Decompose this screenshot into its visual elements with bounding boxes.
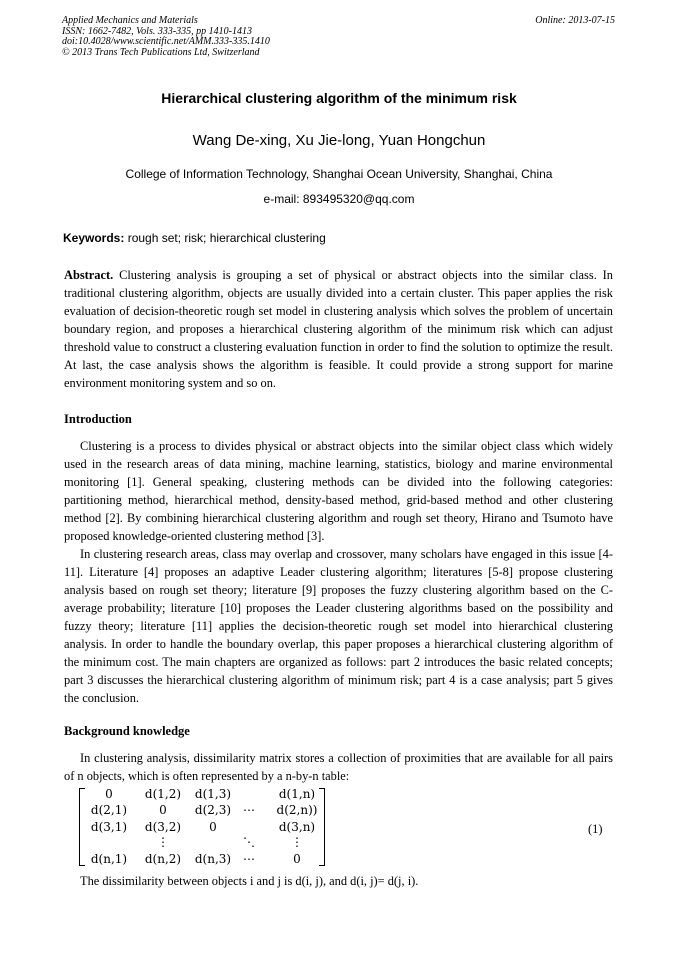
keywords-text: rough set; risk; hierarchical clustering — [124, 231, 326, 245]
background-paragraph-1: In clustering analysis, dissimilarity matrix stores a collection of proximities that are available for all pairs of n objects, which is often represented by a n-by-n table: — [64, 751, 613, 783]
matrix-cell: 0 — [293, 852, 301, 866]
matrix-cell: 0 — [159, 803, 167, 817]
intro-paragraph-1: Clustering is a process to divides physical or abstract objects into the similar object class which widely used in the research areas of data mining, machine learning, statistics, biology and marine environmental monitoring [1]. General speaking, clustering methods can be divided into the following categories: partitioning method, hierarchical method, density-based method, grid-based method and other clustering method [2]. By combining hierarchical clustering algorithm and rough set theory, Hirano and Tsumoto have proposed knowledge-oriented clustering method [3]. — [64, 439, 613, 543]
matrix-cell: ⋮ — [291, 835, 303, 849]
paper-title: Hierarchical clustering algorithm of the minimum risk — [161, 90, 517, 106]
matrix-cell: d(2,3) — [194, 803, 232, 817]
copyright-line: © 2013 Trans Tech Publications Ltd, Switzerland — [62, 46, 260, 58]
abstract-label: Abstract. — [64, 268, 114, 282]
equation-number: (1) — [588, 822, 603, 836]
abstract-text: Clustering analysis is grouping a set of physical or abstract objects into the similar class. In traditional clustering algorithm, objects are usually divided into a certain cluster. This paper applies the risk evaluation of decision-theoretic rough set model in clustering analysis which solves the problem of uncertain boundary region, and proposes a hierarchical clustering algorithm of the minimum risk which can adjust threshold value to construct a clustering evaluation function in order to find the solution to optimize the result. At last, the case analysis shows the algorithm is feasible. It could provide a strong support for marine environment monitoring system and so on. — [64, 268, 613, 390]
matrix-cell: d(2,1) — [90, 803, 128, 817]
background-heading: Background knowledge — [64, 724, 190, 738]
introduction-body — [64, 437, 613, 707]
dissimilarity-matrix — [79, 786, 325, 866]
background-body — [64, 749, 613, 785]
doi-line: doi:10.4028/www.scientific.net/AMM.333-335.1410 — [62, 36, 270, 47]
matrix-cell: 0 — [209, 820, 217, 834]
affiliation: College of Information Technology, Shanghai Ocean University, Shanghai, China — [125, 167, 553, 181]
matrix-cell: d(1,n) — [278, 787, 316, 801]
introduction-heading: Introduction — [64, 412, 132, 426]
matrix-cell: ⋯ — [243, 803, 255, 817]
matrix-cell: d(2,n)) — [276, 803, 318, 817]
author-list: Wang De-xing, Xu Jie-long, Yuan Hongchun — [192, 132, 486, 149]
matrix-cell: d(3,n) — [278, 820, 316, 834]
keywords-label: Keywords: — [63, 231, 125, 245]
abstract — [64, 266, 613, 392]
matrix-cell: d(1,3) — [194, 787, 232, 801]
journal-name: Applied Mechanics and Materials — [62, 15, 198, 26]
matrix-cell: d(3,2) — [144, 820, 182, 834]
matrix-cell: 0 — [105, 787, 113, 801]
matrix-cell: d(3,1) — [90, 820, 128, 834]
matrix-cell: ⋮ — [157, 835, 169, 849]
online-date: Online: 2013-07-15 — [535, 15, 615, 26]
author-email: e-mail: 893495320@qq.com — [263, 192, 415, 206]
journal-header — [62, 16, 270, 58]
matrix-cell: d(n,3) — [194, 852, 232, 866]
matrix-cell: d(1,2) — [144, 787, 182, 801]
matrix-cell: ⋱ — [243, 835, 255, 849]
keywords — [63, 231, 326, 245]
matrix-cell: ⋯ — [243, 852, 255, 866]
dissimilarity-definition: The dissimilarity between objects i and j is d(i, j), and d(i, j)= d(j, i). — [80, 874, 419, 888]
matrix-cell: d(n,1) — [90, 852, 128, 866]
issn-line: ISSN: 1662-7482, Vols. 333-335, pp 1410-1413 — [62, 25, 252, 37]
matrix-cell: d(n,2) — [144, 852, 182, 866]
intro-paragraph-2: In clustering research areas, class may overlap and crossover, many scholars have engaged in this issue [4-11]. Literature [4] proposes an adaptive Leader clustering algorithm; literatures [5-8] propose clustering analysis based on rough set theory; literature [9] proposes the fuzzy clustering algorithm based on the C-average probability; literature [10] proposes the Leader clustering algorithms based on the possibility and fuzzy theory; literature [11] applies the decision-theoretic rough set model into hierarchical clustering analysis. In order to handle the boundary overlap, this paper proposes a hierarchical clustering algorithm of the minimum cost. The main chapters are organized as follows: part 2 introduces the basic related concepts; part 3 discusses the hierarchical clustering algorithm of minimum risk; part 4 is a case analysis; part 5 gives the conclusion. — [64, 547, 613, 705]
